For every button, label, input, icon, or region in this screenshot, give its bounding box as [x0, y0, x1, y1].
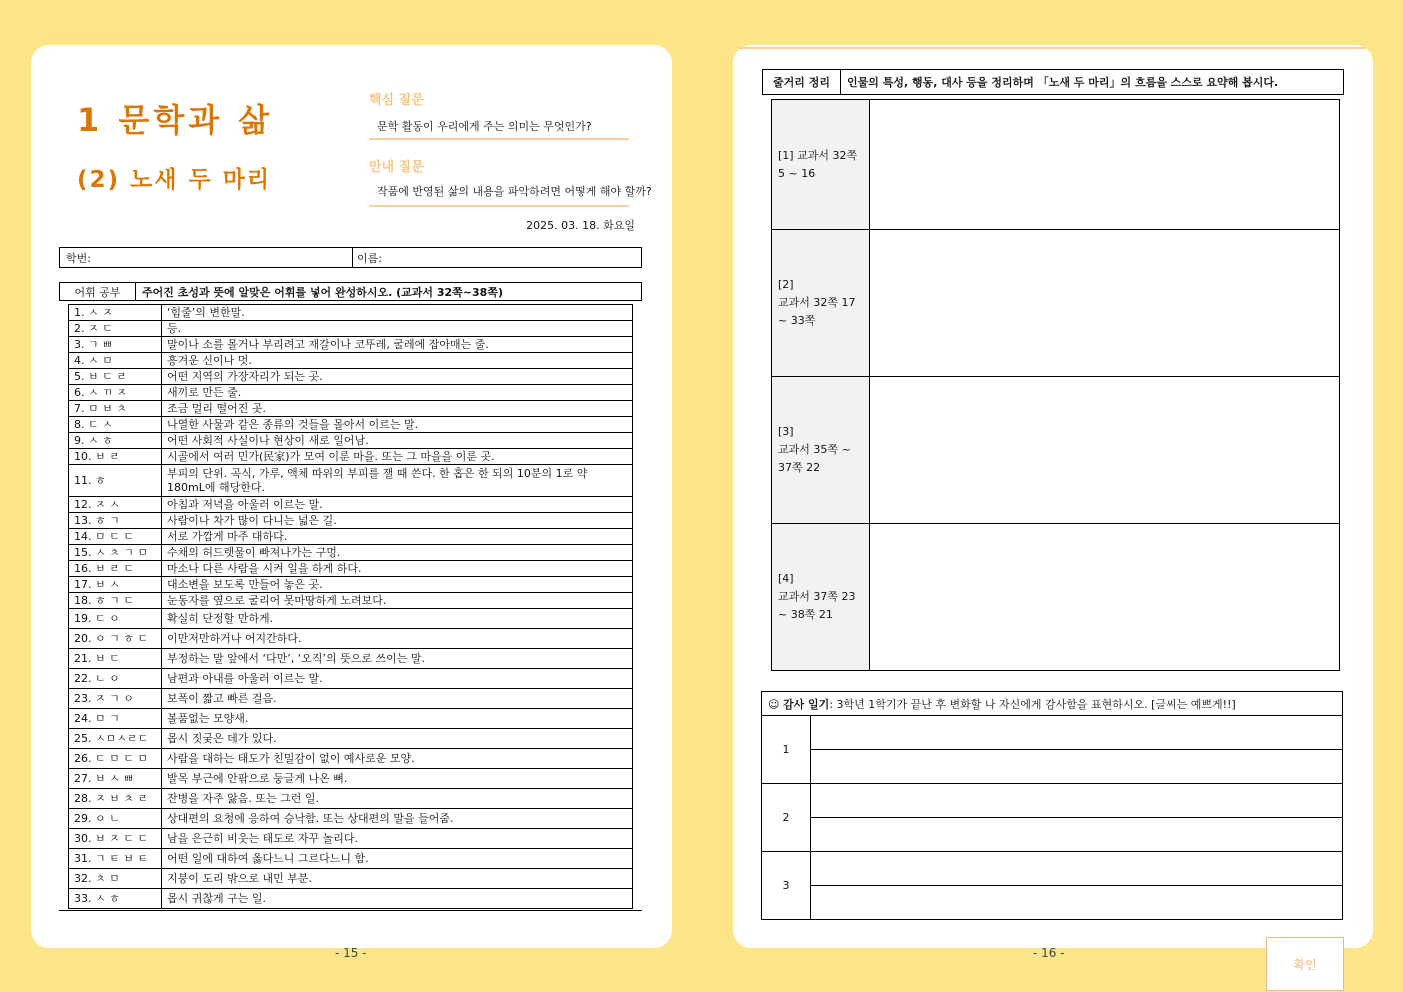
vocab-row — [69, 385, 633, 401]
vocab-initials[interactable]: 24. ㅁ ㄱ — [69, 709, 162, 729]
vocab-row — [69, 609, 633, 629]
vocab-definition: 사람을 대하는 태도가 친밀감이 없이 예사로운 모양. — [162, 749, 633, 769]
summary-section-number: [1] 교과서 32쪽 — [778, 148, 858, 162]
summary-writing-area[interactable] — [870, 377, 1340, 524]
vocab-initials[interactable]: 3. ㄱ ㅃ — [69, 337, 162, 353]
vocab-row — [69, 749, 633, 769]
vocab-definition: 확실히 단정할 만하게. — [162, 609, 633, 629]
summary-row — [772, 230, 1340, 377]
vocab-row — [69, 417, 633, 433]
summary-section-number: [3] — [778, 425, 794, 438]
vocab-row — [69, 849, 633, 869]
summary-section-range: 교과서 32쪽 17 ~ 33쪽 — [778, 296, 856, 327]
summary-writing-area[interactable] — [870, 100, 1340, 230]
vocab-definition: 보폭이 짧고 빠른 걸음. — [162, 689, 633, 709]
vocab-row — [69, 789, 633, 809]
vocab-row — [69, 433, 633, 449]
vocab-initials[interactable]: 7. ㅁ ㅂ ㅊ — [69, 401, 162, 417]
vocab-definition: 어떤 사회적 사실이나 현상이 새로 일어남. — [162, 433, 633, 449]
vocab-initials[interactable]: 28. ㅈ ㅂ ㅊ ㄹ — [69, 789, 162, 809]
lesson-date: 2025. 03. 18. 화요일 — [526, 219, 635, 232]
vocab-row — [69, 561, 633, 577]
lesson-title: (2) 노새 두 마리 — [77, 167, 272, 193]
vocab-row — [69, 465, 633, 497]
vocab-initials[interactable]: 19. ㄷ ㅇ — [69, 609, 162, 629]
page-number-15: - 15 - — [335, 946, 367, 960]
vocab-row — [69, 869, 633, 889]
vocab-table — [68, 304, 633, 909]
vocab-label: 어휘 공부 — [60, 283, 136, 300]
vocab-row — [69, 629, 633, 649]
vocab-initials[interactable]: 1. ㅅ ㅈ — [69, 305, 162, 321]
vocab-initials[interactable]: 6. ㅅ ㄲ ㅈ — [69, 385, 162, 401]
top-accent-line — [739, 47, 1365, 49]
vocab-initials[interactable]: 20. ㅇ ㄱ ㅎ ㄷ — [69, 629, 162, 649]
name-field[interactable] — [353, 248, 641, 267]
vocab-row — [69, 321, 633, 337]
vocab-initials[interactable]: 25. ㅅㅁㅅㄹㄷ — [69, 729, 162, 749]
page-16 — [733, 45, 1373, 948]
summary-section-number: [2] — [778, 278, 794, 291]
vocab-definition: 몹시 귀찮게 구는 일. — [162, 889, 633, 909]
vocab-row — [69, 729, 633, 749]
page-bottom-rule — [59, 910, 642, 911]
summary-section-label — [772, 524, 870, 671]
vocab-definition: 서로 가깝게 마주 대하다. — [162, 529, 633, 545]
unit-title: 1 문학과 삶 — [77, 101, 274, 139]
diary-writing-line[interactable] — [811, 750, 1343, 784]
vocab-initials[interactable]: 5. ㅂ ㄷ ㄹ — [69, 369, 162, 385]
diary-line-row — [762, 886, 1343, 920]
vocab-definition: ‘힘줄’의 변한말. — [162, 305, 633, 321]
vocab-initials[interactable]: 22. ㄴ ㅇ — [69, 669, 162, 689]
vocab-definition: 상대편의 요청에 응하여 승낙함. 또는 상대편의 말을 들어줌. — [162, 809, 633, 829]
vocab-row — [69, 889, 633, 909]
vocab-initials[interactable]: 32. ㅊ ㅁ — [69, 869, 162, 889]
diary-line-row — [762, 784, 1343, 818]
vocab-definition: 말이나 소를 몰거나 부리려고 재갈이나 코뚜레, 굴레에 잡아매는 줄. — [162, 337, 633, 353]
summary-section-range: 교과서 37쪽 23 ~ 38쪽 21 — [778, 590, 856, 621]
confirm-button[interactable]: 확인 — [1266, 937, 1344, 991]
vocab-definition: 시골에서 여러 민가(民家)가 모여 이룬 마을. 또는 그 마을을 이룬 곳. — [162, 449, 633, 465]
vocab-definition: 지붕이 도리 밖으로 내민 부분. — [162, 869, 633, 889]
summary-writing-area[interactable] — [870, 230, 1340, 377]
vocab-initials[interactable]: 10. ㅂ ㄹ — [69, 449, 162, 465]
summary-row — [772, 377, 1340, 524]
vocab-initials[interactable]: 12. ㅈ ㅅ — [69, 497, 162, 513]
core-question-label: 핵심 질문 — [369, 93, 424, 108]
gratitude-diary-table — [761, 691, 1343, 920]
diary-entry-number: 3 — [762, 852, 811, 920]
vocab-definition: 수채의 허드렛물이 빠져나가는 구멍. — [162, 545, 633, 561]
diary-writing-line[interactable] — [811, 852, 1343, 886]
vocab-header — [59, 282, 642, 301]
vocab-initials[interactable]: 31. ㄱ ㅌ ㅂ ㅌ — [69, 849, 162, 869]
summary-section-label — [772, 100, 870, 230]
diary-header — [762, 692, 1343, 716]
vocab-row — [69, 809, 633, 829]
vocab-definition: 흥겨운 신이나 멋. — [162, 353, 633, 369]
vocab-row — [69, 669, 633, 689]
vocab-definition: 등. — [162, 321, 633, 337]
summary-section-label — [772, 377, 870, 524]
vocab-definition: 어떤 지역의 가장자리가 되는 곳. — [162, 369, 633, 385]
vocab-initials[interactable]: 33. ㅅ ㅎ — [69, 889, 162, 909]
diary-writing-line[interactable] — [811, 716, 1343, 750]
student-info-row — [59, 247, 642, 268]
summary-header — [762, 69, 1344, 95]
core-question: 문학 활동이 우리에게 주는 의미는 무엇인가? — [377, 120, 592, 133]
vocab-row — [69, 513, 633, 529]
vocab-initials[interactable]: 30. ㅂ ㅈ ㄷ ㄷ — [69, 829, 162, 849]
vocab-definition: 어떤 일에 대하여 옳다느니 그르다느니 함. — [162, 849, 633, 869]
vocab-instruction: 주어진 초성과 뜻에 알맞은 어휘를 넣어 완성하시오. (교과서 32쪽~38쪽) — [142, 285, 503, 299]
vocab-initials[interactable]: 9. ㅅ ㅎ — [69, 433, 162, 449]
diary-writing-line[interactable] — [811, 784, 1343, 818]
guide-question-underline — [369, 205, 629, 207]
vocab-row — [69, 369, 633, 385]
vocab-definition: 잔병을 자주 앓음. 또는 그런 일. — [162, 789, 633, 809]
vocab-row — [69, 305, 633, 321]
vocab-definition: 새끼로 만든 줄. — [162, 385, 633, 401]
vocab-row — [69, 593, 633, 609]
vocab-initials[interactable]: 4. ㅅ ㅁ — [69, 353, 162, 369]
page-number-16: - 16 - — [1033, 946, 1065, 960]
vocab-row — [69, 353, 633, 369]
vocab-row — [69, 689, 633, 709]
diary-title: 감사 일기 — [782, 697, 830, 711]
vocab-definition: 발목 부근에 안팎으로 둥글게 나온 뼈. — [162, 769, 633, 789]
vocab-row — [69, 769, 633, 789]
vocab-definition: 아침과 저녁을 아울러 이르는 말. — [162, 497, 633, 513]
vocab-row — [69, 497, 633, 513]
vocab-initials[interactable]: 23. ㅈ ㄱ ㅇ — [69, 689, 162, 709]
summary-row — [772, 524, 1340, 671]
vocab-row — [69, 829, 633, 849]
student-id-label: 학번: — [66, 251, 91, 265]
vocab-initials[interactable]: 29. ㅇ ㄴ — [69, 809, 162, 829]
vocab-initials[interactable]: 16. ㅂ ㄹ ㄷ — [69, 561, 162, 577]
vocab-definition: 눈동자를 옆으로 굴리어 못마땅하게 노려보다. — [162, 593, 633, 609]
diary-writing-line[interactable] — [811, 886, 1343, 920]
name-label: 이름: — [357, 251, 382, 265]
vocab-definition: 부정하는 말 앞에서 ‘다만’, ‘오직’의 뜻으로 쓰이는 말. — [162, 649, 633, 669]
vocab-row — [69, 649, 633, 669]
vocab-initials[interactable]: 17. ㅂ ㅅ — [69, 577, 162, 593]
vocab-definition: 몹시 짓궂은 데가 있다. — [162, 729, 633, 749]
diary-line-row — [762, 750, 1343, 784]
vocab-definition: 대소변을 보도록 만들어 놓은 곳. — [162, 577, 633, 593]
vocab-row — [69, 545, 633, 561]
vocab-initials[interactable]: 2. ㅈ ㄷ — [69, 321, 162, 337]
summary-row — [772, 100, 1340, 230]
diary-entry-number: 1 — [762, 716, 811, 784]
summary-label: 줄거리 정리 — [763, 70, 841, 94]
vocab-definition: 남을 은근히 비웃는 태도로 자꾸 놀리다. — [162, 829, 633, 849]
vocab-initials[interactable]: 8. ㄷ ㅅ — [69, 417, 162, 433]
vocab-initials[interactable]: 13. ㅎ ㄱ — [69, 513, 162, 529]
vocab-definition: 조금 멀리 떨어진 곳. — [162, 401, 633, 417]
vocab-initials[interactable]: 11. ㅎ — [69, 465, 162, 497]
guide-question-label: 안내 질문 — [369, 160, 424, 175]
vocab-definition: 이만저만하거나 어지간하다. — [162, 629, 633, 649]
summary-section-label — [772, 230, 870, 377]
vocab-row — [69, 529, 633, 545]
vocab-row — [69, 709, 633, 729]
vocab-definition: 남편과 아내를 아울러 이르는 말. — [162, 669, 633, 689]
student-id-field[interactable] — [60, 248, 353, 267]
vocab-initials[interactable]: 26. ㄷ ㅁ ㄷ ㅁ — [69, 749, 162, 769]
vocab-definition: 마소나 다른 사람을 시켜 일을 하게 하다. — [162, 561, 633, 577]
diary-line-row — [762, 818, 1343, 852]
vocab-definition: 나열한 사물과 같은 종류의 것들을 몰아서 이르는 말. — [162, 417, 633, 433]
summary-section-range: 교과서 35쪽 ~ 37쪽 22 — [778, 443, 851, 474]
vocab-initials[interactable]: 14. ㅁ ㄷ ㄷ — [69, 529, 162, 545]
vocab-initials[interactable]: 18. ㅎ ㄱ ㄷ — [69, 593, 162, 609]
vocab-definition: 부피의 단위. 곡식, 가루, 액체 따위의 부피를 잴 때 쓴다. 한 홉은 한 되의 10분의 1로 약 180mL에 해당한다. — [162, 465, 633, 497]
vocab-initials[interactable]: 21. ㅂ ㄷ — [69, 649, 162, 669]
diary-line-row — [762, 852, 1343, 886]
vocab-row — [69, 401, 633, 417]
vocab-definition: 사람이나 차가 많이 다니는 넓은 길. — [162, 513, 633, 529]
diary-writing-line[interactable] — [811, 818, 1343, 852]
vocab-row — [69, 337, 633, 353]
summary-section-range: 5 ~ 16 — [778, 166, 816, 180]
core-question-underline — [369, 138, 629, 140]
diary-line-row — [762, 716, 1343, 750]
summary-writing-area[interactable] — [870, 524, 1340, 671]
summary-section-number: [4] — [778, 572, 794, 585]
summary-table — [771, 99, 1340, 671]
vocab-row — [69, 577, 633, 593]
diary-entry-number: 2 — [762, 784, 811, 852]
smile-icon: ☺ — [768, 697, 780, 711]
page-15 — [31, 45, 672, 948]
guide-question: 작품에 반영된 삶의 내용을 파악하려면 어떻게 해야 할까? — [377, 185, 652, 198]
vocab-row — [69, 449, 633, 465]
vocab-initials[interactable]: 15. ㅅ ㅊ ㄱ ㅁ — [69, 545, 162, 561]
diary-instruction: : 3학년 1학기가 끝난 후 변화할 나 자신에게 감사함을 표현하시오. [글씨는 예쁘게!!] — [829, 697, 1236, 711]
vocab-initials[interactable]: 27. ㅂ ㅅ ㅃ — [69, 769, 162, 789]
summary-instruction: 인물의 특성, 행동, 대사 등을 정리하며 「노새 두 마리」의 흐름을 스스로 요약해 봅시다. — [847, 76, 1279, 89]
vocab-definition: 볼품없는 모양새. — [162, 709, 633, 729]
